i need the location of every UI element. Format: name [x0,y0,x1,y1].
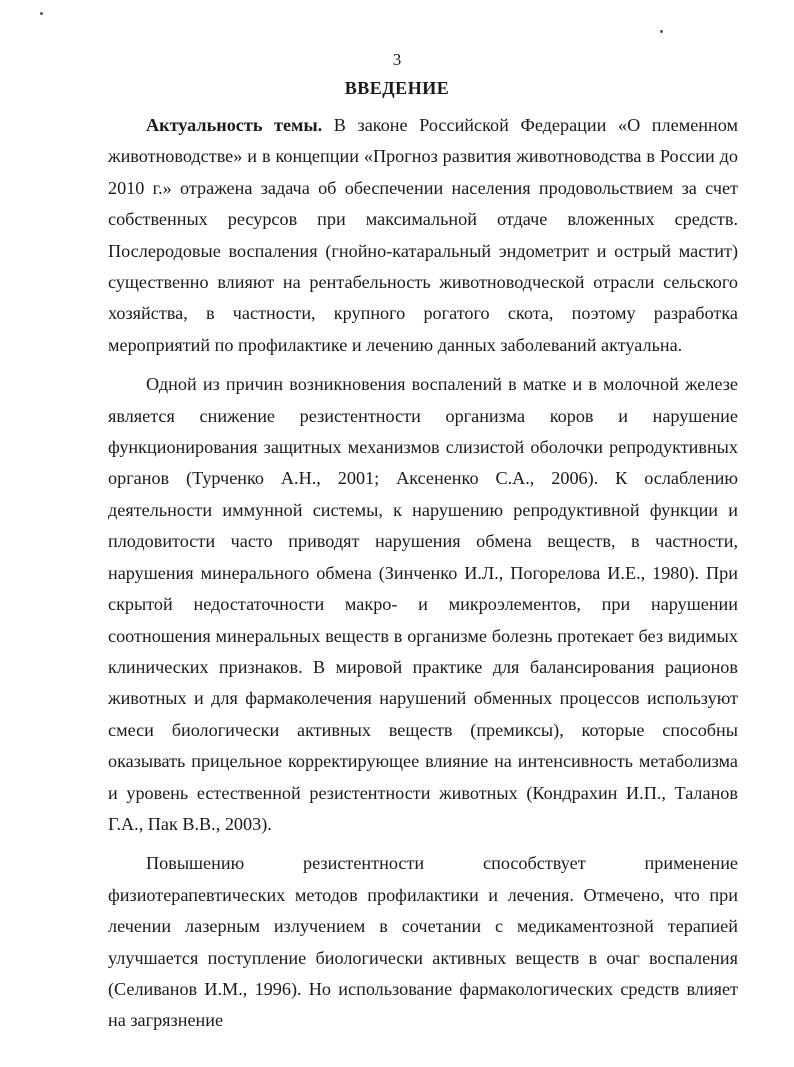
section-heading: ВВЕДЕНИЕ [344,78,450,98]
page-number: 3 [392,50,402,69]
paragraph-text: В законе Российской Федерации «О племенном животноводстве» и в концепции «Прогноз развития животноводства в России до 2010 г.» отражена задача об обеспечении населения продовольствием за счет собственных ресурсов при максимальной отдаче вложенных средств. Послеродовые воспаления (гнойно-катаральный эндометрит и острый мастит) существенно влияют на рентабельность животноводческой отрасли сельского хозяйства, в частности, крупного рогатого скота, поэтому разработка мероприятий по профилактике и лечению данных заболеваний актуальна. [108,115,738,355]
document-body [108,110,738,1037]
scan-speck [40,12,43,15]
paragraph-physiotherapy: Повышению резистентности способствует применение физиотерапевтических методов профилактики и лечения. Отмечено, что при лечении лазерным излучением в сочетании с медикаментозной терапией улучшается поступление биологически активных веществ в очаг воспаления (Селиванов И.М., 1996). Но использование фармакологических средств влияет на загрязнение [108,853,738,1031]
scan-speck [660,30,663,33]
paragraph-relevance [108,110,738,361]
paragraph-lead: Актуальность темы. [146,115,323,135]
paragraph-causes: Одной из причин возникновения воспалений в матке и в молочной железе является снижение резистентности организма коров и нарушение функционирования защитных механизмов слизистой оболочки репродуктивных органов (Турченко А.Н., 2001; Аксененко С.А., 2006). К ослаблению деятельности иммунной системы, к нарушению репродуктивной функции и плодовитости часто приводят нарушения обмена веществ, в частности, нарушения минерального обмена (Зинченко И.Л., Погорелова И.Е., 1980). При скрытой недостаточности макро- и микроэлементов, при нарушении соотношения минеральных веществ в организме болезнь протекает без видимых клинических признаков. В мировой практике для балансирования рационов животных и для фармаколечения нарушений обменных процессов используют смеси биологически активных веществ (премиксы), которые способны оказывать прицельное корректирующее влияние на интенсивность метаболизма и уровень естественной резистентности животных (Кондрахин И.П., Таланов Г.А., Пак В.В., 2003). [108,374,738,834]
